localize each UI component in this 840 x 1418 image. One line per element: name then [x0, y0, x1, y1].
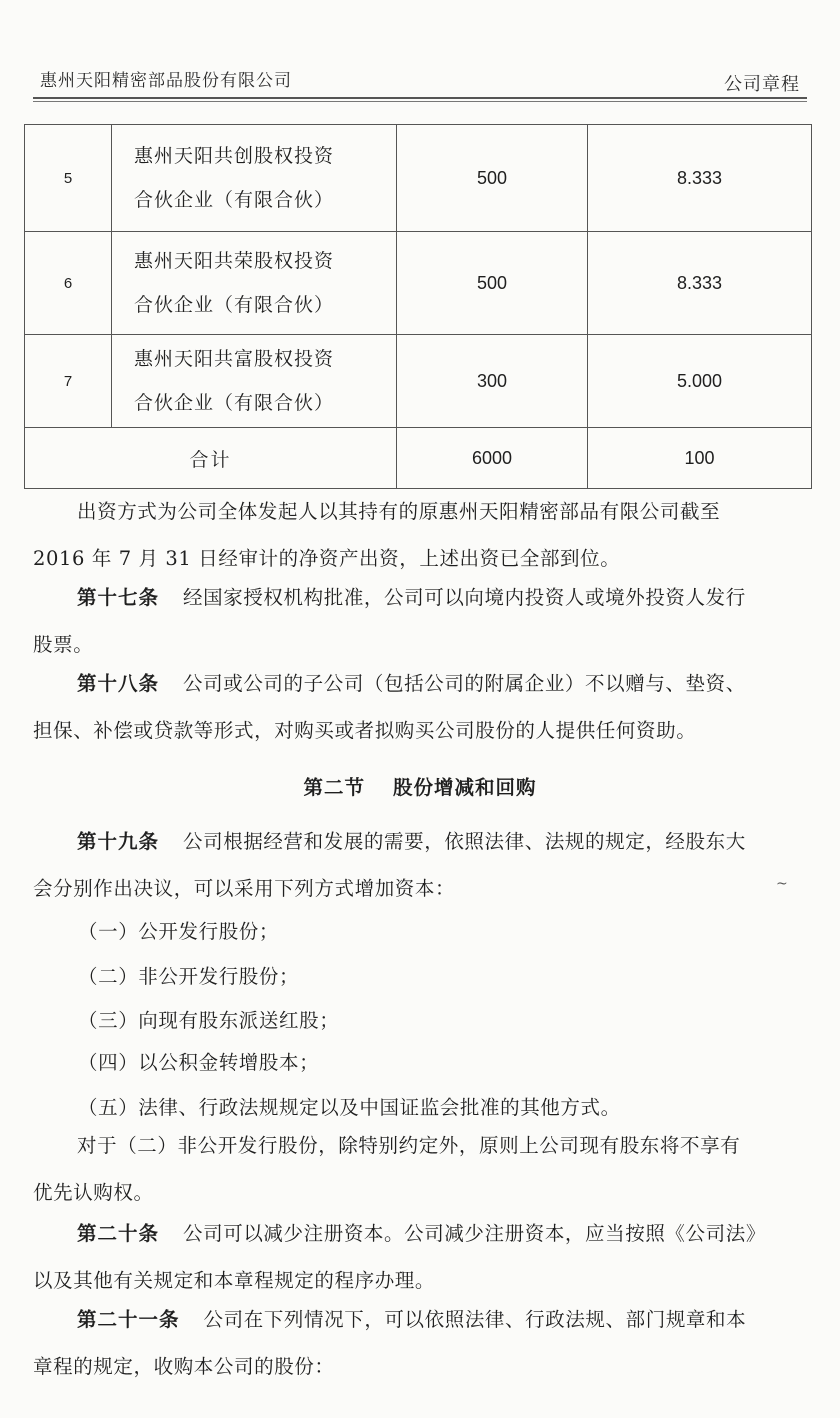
- share-amount: 500: [397, 125, 588, 232]
- row-number: 5: [25, 125, 112, 232]
- article-text: 公司可以减少注册资本。公司减少注册资本，应当按照《公司法》: [183, 1222, 766, 1245]
- share-amount: 300: [397, 335, 588, 428]
- article-title: 第二十条: [77, 1222, 160, 1245]
- section-name: 股份增减和回购: [393, 776, 537, 799]
- article-18: [33, 660, 805, 754]
- shareholder-name-line: 惠州天阳共创股权投资: [134, 145, 335, 167]
- shareholder-name-line: 合伙企业（有限合伙）: [134, 294, 335, 316]
- paragraph-line: 优先认购权。: [33, 1181, 154, 1204]
- shareholder-name: [112, 335, 397, 428]
- paragraph-line: 对于（二）非公开发行股份，除特别约定外，原则上公司现有股东将不享有: [77, 1134, 741, 1157]
- paragraph-line: 会分别作出决议，可以采用下列方式增加资本：: [33, 877, 456, 900]
- table-row: [25, 335, 812, 428]
- paragraph-line: [33, 574, 805, 621]
- contribution-paragraph: [33, 488, 805, 582]
- header-rule-thin: [33, 101, 807, 102]
- total-label: 合计: [25, 428, 397, 489]
- shareholder-name-line: 合伙企业（有限合伙）: [134, 392, 335, 414]
- table-total-row: [25, 428, 812, 489]
- list-item: （二）非公开发行股份；: [78, 965, 300, 988]
- shareholder-name: [112, 125, 397, 232]
- paragraph-line: 以及其他有关规定和本章程规定的程序办理。: [33, 1269, 436, 1292]
- shareholder-name-line: 惠州天阳共荣股权投资: [134, 250, 335, 272]
- shareholder-name-line: 合伙企业（有限合伙）: [134, 189, 335, 211]
- share-ratio: 8.333: [588, 232, 812, 335]
- article-21: [33, 1296, 805, 1390]
- article-text: 公司或公司的子公司（包括公司的附属企业）不以赠与、垫资、: [183, 672, 746, 695]
- paragraph-line: 担保、补偿或贷款等形式，对购买或者拟购买公司股份的人提供任何资助。: [33, 719, 697, 742]
- paragraph-line: [33, 818, 805, 865]
- row-number: 6: [25, 232, 112, 335]
- section-number: 第二节: [303, 776, 365, 799]
- article-title: 第十九条: [77, 830, 160, 853]
- paragraph-line: [33, 1296, 805, 1343]
- paragraph-line: [33, 1210, 805, 1257]
- table-row: [25, 125, 812, 232]
- header-rule: [33, 97, 807, 99]
- article-title: 第二十一条: [77, 1308, 180, 1331]
- list-item: （四）以公积金转增股本；: [78, 1051, 320, 1074]
- paragraph-line: 股票。: [33, 633, 94, 656]
- table-row: [25, 232, 812, 335]
- article-20: [33, 1210, 805, 1304]
- paragraph-line: 出资方式为公司全体发起人以其持有的原惠州天阳精密部品有限公司截至: [77, 500, 721, 523]
- article-title: 第十七条: [77, 586, 160, 609]
- article-text: 公司根据经营和发展的需要，依照法律、法规的规定，经股东大: [183, 830, 746, 853]
- article-text: 公司在下列情况下，可以依照法律、行政法规、部门规章和本: [203, 1308, 747, 1331]
- page-header: [40, 64, 800, 100]
- paragraph-line: 2016 年 7 月 31 日经审计的净资产出资，上述出资已全部到位。: [33, 547, 621, 570]
- share-amount: 500: [397, 232, 588, 335]
- total-amount: 6000: [397, 428, 588, 489]
- list-item: （三）向现有股东派送红股；: [78, 1009, 340, 1032]
- section-title: [0, 772, 840, 800]
- private-placement-paragraph: [33, 1122, 805, 1216]
- share-ratio: 5.000: [588, 335, 812, 428]
- shareholder-name-line: 惠州天阳共富股权投资: [134, 348, 335, 370]
- article-17: [33, 574, 805, 668]
- list-item: （一）公开发行股份；: [78, 920, 280, 943]
- document-type: 公司章程: [724, 74, 800, 95]
- share-ratio: 8.333: [588, 125, 812, 232]
- paragraph-line: [33, 660, 805, 707]
- row-number: 7: [25, 335, 112, 428]
- article-19: [33, 818, 805, 912]
- list-item: （五）法律、行政法规规定以及中国证监会批准的其他方式。: [78, 1096, 621, 1119]
- total-ratio: 100: [588, 428, 812, 489]
- scan-mark: ~: [776, 876, 788, 892]
- shareholder-name: [112, 232, 397, 335]
- article-title: 第十八条: [77, 672, 160, 695]
- company-name: 惠州天阳精密部品股份有限公司: [40, 71, 292, 91]
- article-text: 经国家授权机构批准，公司可以向境内投资人或境外投资人发行: [183, 586, 746, 609]
- shareholder-table: [24, 124, 812, 489]
- paragraph-line: 章程的规定，收购本公司的股份：: [33, 1355, 335, 1378]
